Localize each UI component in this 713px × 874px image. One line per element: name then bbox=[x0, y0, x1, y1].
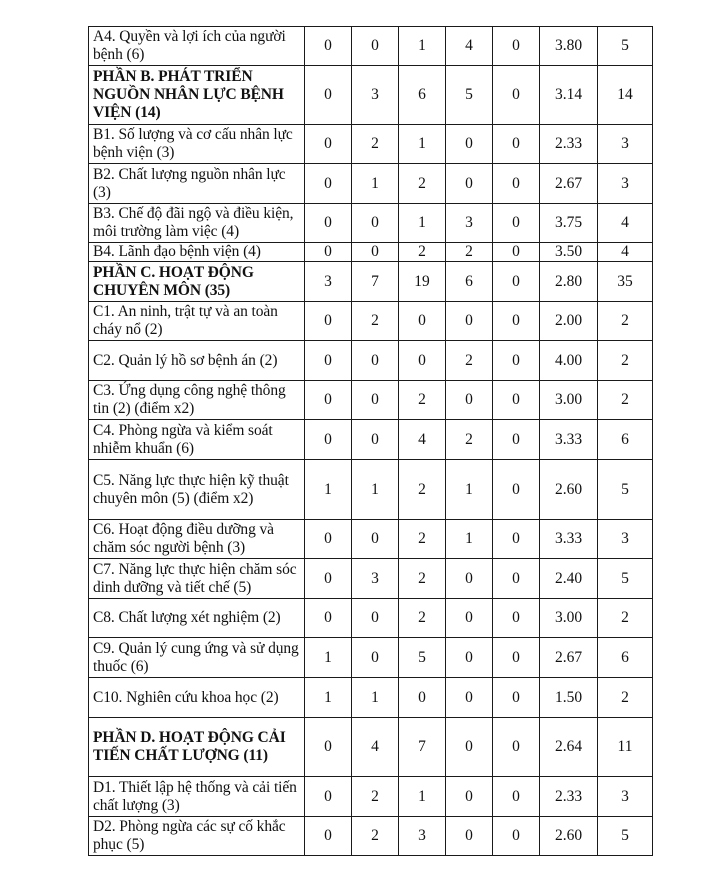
count-col-4: 0 bbox=[446, 718, 493, 777]
count-col-5: 0 bbox=[493, 164, 540, 204]
count-col-2: 0 bbox=[352, 243, 399, 262]
count-col-5: 0 bbox=[493, 243, 540, 262]
average-score: 3.75 bbox=[540, 204, 598, 243]
average-score: 3.14 bbox=[540, 66, 598, 125]
count-col-2: 2 bbox=[352, 125, 399, 164]
section-row bbox=[89, 66, 653, 125]
count-col-4: 0 bbox=[446, 678, 493, 718]
count-col-5: 0 bbox=[493, 777, 540, 817]
count-col-4: 2 bbox=[446, 420, 493, 460]
section-label: PHẦN D. HOẠT ĐỘNG CẢI TIẾN CHẤT LƯỢNG (11) bbox=[89, 718, 305, 777]
count-col-5: 0 bbox=[493, 66, 540, 125]
count-col-4: 6 bbox=[446, 262, 493, 302]
criteria-total: 35 bbox=[598, 262, 653, 302]
count-col-5: 0 bbox=[493, 460, 540, 520]
criterion-label: A4. Quyền và lợi ích của người bệnh (6) bbox=[89, 27, 305, 66]
count-col-1: 1 bbox=[305, 460, 352, 520]
count-col-5: 0 bbox=[493, 638, 540, 678]
count-col-1: 0 bbox=[305, 817, 352, 856]
count-col-5: 0 bbox=[493, 302, 540, 341]
count-col-2: 4 bbox=[352, 718, 399, 777]
count-col-4: 0 bbox=[446, 599, 493, 638]
criterion-label: B1. Số lượng và cơ cấu nhân lực bệnh viện (3) bbox=[89, 125, 305, 164]
count-col-4: 3 bbox=[446, 204, 493, 243]
count-col-1: 0 bbox=[305, 302, 352, 341]
count-col-3: 5 bbox=[399, 638, 446, 678]
table-row bbox=[89, 520, 653, 559]
count-col-1: 0 bbox=[305, 204, 352, 243]
criteria-total: 4 bbox=[598, 204, 653, 243]
count-col-5: 0 bbox=[493, 204, 540, 243]
count-col-3: 2 bbox=[399, 599, 446, 638]
count-col-3: 3 bbox=[399, 817, 446, 856]
average-score: 3.00 bbox=[540, 381, 598, 420]
count-col-4: 0 bbox=[446, 381, 493, 420]
criterion-label: C4. Phòng ngừa và kiểm soát nhiễm khuẩn (6) bbox=[89, 420, 305, 460]
average-score: 3.80 bbox=[540, 27, 598, 66]
count-col-2: 7 bbox=[352, 262, 399, 302]
count-col-3: 6 bbox=[399, 66, 446, 125]
count-col-3: 19 bbox=[399, 262, 446, 302]
criteria-total: 14 bbox=[598, 66, 653, 125]
count-col-5: 0 bbox=[493, 718, 540, 777]
count-col-2: 1 bbox=[352, 678, 399, 718]
criterion-label: B4. Lãnh đạo bệnh viện (4) bbox=[89, 243, 305, 262]
count-col-2: 2 bbox=[352, 302, 399, 341]
count-col-5: 0 bbox=[493, 125, 540, 164]
count-col-3: 0 bbox=[399, 302, 446, 341]
count-col-4: 0 bbox=[446, 817, 493, 856]
criterion-label: C2. Quản lý hồ sơ bệnh án (2) bbox=[89, 341, 305, 381]
criteria-total: 2 bbox=[598, 381, 653, 420]
count-col-2: 0 bbox=[352, 420, 399, 460]
count-col-3: 1 bbox=[399, 204, 446, 243]
count-col-4: 0 bbox=[446, 559, 493, 599]
count-col-4: 1 bbox=[446, 460, 493, 520]
table-row bbox=[89, 777, 653, 817]
table-row bbox=[89, 638, 653, 678]
count-col-5: 0 bbox=[493, 27, 540, 66]
average-score: 3.33 bbox=[540, 520, 598, 559]
average-score: 2.33 bbox=[540, 777, 598, 817]
criteria-total: 3 bbox=[598, 777, 653, 817]
count-col-2: 0 bbox=[352, 341, 399, 381]
count-col-5: 0 bbox=[493, 520, 540, 559]
table-row bbox=[89, 164, 653, 204]
count-col-4: 1 bbox=[446, 520, 493, 559]
criterion-label: B2. Chất lượng nguồn nhân lực (3) bbox=[89, 164, 305, 204]
criteria-total: 5 bbox=[598, 27, 653, 66]
criteria-total: 3 bbox=[598, 164, 653, 204]
table-row bbox=[89, 243, 653, 262]
average-score: 3.33 bbox=[540, 420, 598, 460]
count-col-3: 2 bbox=[399, 381, 446, 420]
count-col-1: 0 bbox=[305, 520, 352, 559]
count-col-3: 0 bbox=[399, 341, 446, 381]
count-col-3: 7 bbox=[399, 718, 446, 777]
count-col-4: 2 bbox=[446, 243, 493, 262]
count-col-1: 0 bbox=[305, 381, 352, 420]
count-col-1: 0 bbox=[305, 341, 352, 381]
count-col-1: 0 bbox=[305, 599, 352, 638]
criteria-total: 5 bbox=[598, 817, 653, 856]
average-score: 3.50 bbox=[540, 243, 598, 262]
count-col-3: 1 bbox=[399, 125, 446, 164]
criterion-label: C1. An ninh, trật tự và an toàn cháy nổ (2) bbox=[89, 302, 305, 341]
count-col-3: 1 bbox=[399, 777, 446, 817]
table-row bbox=[89, 599, 653, 638]
count-col-3: 2 bbox=[399, 559, 446, 599]
count-col-2: 2 bbox=[352, 817, 399, 856]
table-row bbox=[89, 559, 653, 599]
count-col-5: 0 bbox=[493, 420, 540, 460]
count-col-2: 0 bbox=[352, 381, 399, 420]
section-row bbox=[89, 718, 653, 777]
count-col-1: 3 bbox=[305, 262, 352, 302]
count-col-4: 0 bbox=[446, 777, 493, 817]
count-col-4: 4 bbox=[446, 27, 493, 66]
count-col-1: 1 bbox=[305, 638, 352, 678]
table-row bbox=[89, 678, 653, 718]
count-col-5: 0 bbox=[493, 262, 540, 302]
count-col-3: 1 bbox=[399, 27, 446, 66]
criteria-total: 3 bbox=[598, 520, 653, 559]
table-row bbox=[89, 341, 653, 381]
average-score: 2.60 bbox=[540, 460, 598, 520]
table-row bbox=[89, 817, 653, 856]
count-col-3: 0 bbox=[399, 678, 446, 718]
criterion-label: C3. Ứng dụng công nghệ thông tin (2) (điểm x2) bbox=[89, 381, 305, 420]
criteria-total: 5 bbox=[598, 559, 653, 599]
count-col-5: 0 bbox=[493, 817, 540, 856]
criterion-label: B3. Chế độ đãi ngộ và điều kiện, môi trường làm việc (4) bbox=[89, 204, 305, 243]
count-col-1: 0 bbox=[305, 125, 352, 164]
count-col-3: 4 bbox=[399, 420, 446, 460]
count-col-3: 2 bbox=[399, 460, 446, 520]
section-label: PHẦN C. HOẠT ĐỘNG CHUYÊN MÔN (35) bbox=[89, 262, 305, 302]
criterion-label: D1. Thiết lập hệ thống và cải tiến chất lượng (3) bbox=[89, 777, 305, 817]
count-col-2: 0 bbox=[352, 638, 399, 678]
average-score: 2.33 bbox=[540, 125, 598, 164]
count-col-3: 2 bbox=[399, 520, 446, 559]
table-body bbox=[89, 27, 653, 856]
count-col-1: 0 bbox=[305, 164, 352, 204]
criterion-label: C6. Hoạt động điều dưỡng và chăm sóc người bệnh (3) bbox=[89, 520, 305, 559]
table-row bbox=[89, 204, 653, 243]
criterion-label: C5. Năng lực thực hiện kỹ thuật chuyên môn (5) (điểm x2) bbox=[89, 460, 305, 520]
count-col-2: 0 bbox=[352, 204, 399, 243]
average-score: 2.40 bbox=[540, 559, 598, 599]
criteria-total: 2 bbox=[598, 599, 653, 638]
average-score: 1.50 bbox=[540, 678, 598, 718]
score-table bbox=[88, 26, 653, 856]
criteria-total: 4 bbox=[598, 243, 653, 262]
average-score: 4.00 bbox=[540, 341, 598, 381]
count-col-1: 0 bbox=[305, 777, 352, 817]
criteria-total: 6 bbox=[598, 638, 653, 678]
count-col-2: 3 bbox=[352, 559, 399, 599]
count-col-3: 2 bbox=[399, 243, 446, 262]
count-col-5: 0 bbox=[493, 341, 540, 381]
section-row bbox=[89, 262, 653, 302]
criteria-total: 2 bbox=[598, 678, 653, 718]
criteria-total: 6 bbox=[598, 420, 653, 460]
count-col-4: 0 bbox=[446, 164, 493, 204]
average-score: 2.00 bbox=[540, 302, 598, 341]
count-col-2: 0 bbox=[352, 520, 399, 559]
count-col-1: 0 bbox=[305, 66, 352, 125]
count-col-2: 0 bbox=[352, 599, 399, 638]
criteria-total: 5 bbox=[598, 460, 653, 520]
criterion-label: C8. Chất lượng xét nghiệm (2) bbox=[89, 599, 305, 638]
average-score: 2.67 bbox=[540, 164, 598, 204]
count-col-4: 0 bbox=[446, 302, 493, 341]
table-row bbox=[89, 460, 653, 520]
count-col-2: 3 bbox=[352, 66, 399, 125]
criterion-label: C9. Quản lý cung ứng và sử dụng thuốc (6) bbox=[89, 638, 305, 678]
average-score: 3.00 bbox=[540, 599, 598, 638]
count-col-2: 1 bbox=[352, 460, 399, 520]
table-row bbox=[89, 381, 653, 420]
count-col-4: 0 bbox=[446, 125, 493, 164]
count-col-4: 2 bbox=[446, 341, 493, 381]
table-row bbox=[89, 27, 653, 66]
count-col-4: 5 bbox=[446, 66, 493, 125]
table-row bbox=[89, 125, 653, 164]
criteria-total: 2 bbox=[598, 302, 653, 341]
criterion-label: C10. Nghiên cứu khoa học (2) bbox=[89, 678, 305, 718]
count-col-1: 0 bbox=[305, 243, 352, 262]
criteria-total: 11 bbox=[598, 718, 653, 777]
count-col-1: 0 bbox=[305, 420, 352, 460]
average-score: 2.60 bbox=[540, 817, 598, 856]
criteria-total: 3 bbox=[598, 125, 653, 164]
count-col-2: 1 bbox=[352, 164, 399, 204]
count-col-1: 0 bbox=[305, 559, 352, 599]
criterion-label: C7. Năng lực thực hiện chăm sóc dinh dưỡng và tiết chế (5) bbox=[89, 559, 305, 599]
criterion-label: D2. Phòng ngừa các sự cố khắc phục (5) bbox=[89, 817, 305, 856]
count-col-5: 0 bbox=[493, 599, 540, 638]
count-col-2: 0 bbox=[352, 27, 399, 66]
average-score: 2.67 bbox=[540, 638, 598, 678]
count-col-1: 1 bbox=[305, 678, 352, 718]
count-col-5: 0 bbox=[493, 678, 540, 718]
count-col-1: 0 bbox=[305, 718, 352, 777]
count-col-5: 0 bbox=[493, 559, 540, 599]
average-score: 2.80 bbox=[540, 262, 598, 302]
table-row bbox=[89, 420, 653, 460]
section-label: PHẦN B. PHÁT TRIỂN NGUỒN NHÂN LỰC BỆNH VIỆN (14) bbox=[89, 66, 305, 125]
count-col-3: 2 bbox=[399, 164, 446, 204]
table-row bbox=[89, 302, 653, 341]
count-col-1: 0 bbox=[305, 27, 352, 66]
count-col-4: 0 bbox=[446, 638, 493, 678]
count-col-2: 2 bbox=[352, 777, 399, 817]
average-score: 2.64 bbox=[540, 718, 598, 777]
count-col-5: 0 bbox=[493, 381, 540, 420]
criteria-total: 2 bbox=[598, 341, 653, 381]
